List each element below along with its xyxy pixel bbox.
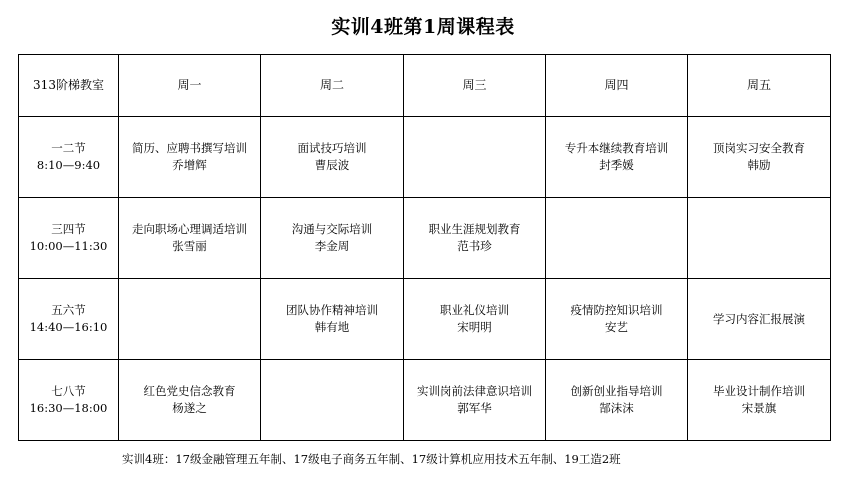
course-name: 顶岗实习安全教育 [713, 141, 805, 155]
day-header-wed: 周三 [404, 55, 546, 117]
course-cell [404, 279, 546, 360]
teacher-name: 李金周 [314, 239, 350, 253]
room-label: 313阶梯教室 [19, 55, 119, 117]
teacher-name: 韩励 [747, 158, 771, 172]
course-name: 沟通与交际培训 [291, 222, 373, 236]
teacher-name: 宋景旗 [741, 401, 777, 415]
course-cell [546, 198, 688, 279]
teacher-name: 封季媛 [599, 158, 634, 172]
period-time: 8:10—9:40 [36, 158, 101, 172]
course-cell [688, 198, 831, 279]
course-name: 团队协作精神培训 [286, 303, 378, 317]
period-label: 一二节 [51, 141, 86, 155]
period-time: 10:00—11:30 [29, 239, 108, 253]
course-cell [688, 117, 831, 198]
course-cell [546, 279, 688, 360]
teacher-name: 张雪丽 [172, 239, 207, 253]
course-cell [119, 117, 261, 198]
period-time: 16:30—18:00 [29, 401, 108, 415]
course-name: 学习内容汇报展演 [713, 311, 805, 326]
course-name: 实训岗前法律意识培训 [417, 384, 532, 398]
course-cell [546, 360, 688, 441]
course-name: 面试技巧培训 [297, 141, 367, 155]
teacher-name: 杨遂之 [172, 401, 207, 415]
course-cell [261, 279, 404, 360]
course-name: 创新创业指导培训 [570, 384, 663, 398]
course-cell [261, 360, 404, 441]
course-cell [404, 360, 546, 441]
period-label: 三四节 [51, 222, 86, 236]
course-cell [404, 198, 546, 279]
day-header-mon: 周一 [119, 55, 261, 117]
day-header-tue: 周二 [261, 55, 404, 117]
course-name: 走向职场心理调适培训 [132, 222, 247, 236]
period-time: 14:40—16:10 [29, 320, 108, 334]
teacher-name: 曹辰波 [314, 158, 350, 172]
course-name: 职业礼仪培训 [440, 303, 509, 317]
teacher-name: 郭军华 [457, 401, 492, 415]
course-cell [261, 198, 404, 279]
course-name: 职业生涯规划教育 [428, 222, 521, 236]
period-label: 七八节 [51, 384, 86, 398]
course-name: 专升本继续教育培训 [564, 141, 669, 155]
day-header-fri: 周五 [688, 55, 831, 117]
schedule-table [18, 54, 831, 441]
course-cell [261, 117, 404, 198]
period-row [19, 117, 831, 198]
teacher-name: 郜沫沫 [599, 401, 634, 415]
period-cell [19, 198, 119, 279]
period-row [19, 198, 831, 279]
day-header-thu: 周四 [546, 55, 688, 117]
course-name: 简历、应聘书撰写培训 [132, 141, 247, 155]
class-note: 实训4班：17级金融管理五年制、17级电子商务五年制、17级计算机应用技术五年制、19工造2班 [122, 452, 621, 466]
period-cell [19, 279, 119, 360]
teacher-name: 韩有地 [314, 320, 350, 334]
period-label: 五六节 [51, 303, 86, 317]
course-name: 毕业设计制作培训 [713, 384, 805, 398]
period-row [19, 279, 831, 360]
course-cell [404, 117, 546, 198]
teacher-name: 安艺 [605, 320, 628, 334]
period-cell [19, 117, 119, 198]
header-row [19, 55, 831, 117]
teacher-name: 乔增辉 [172, 158, 207, 172]
course-name: 疫情防控知识培训 [570, 303, 663, 317]
teacher-name: 宋明明 [457, 320, 492, 334]
course-cell [688, 360, 831, 441]
page-title: 实训4班第1周课程表 [331, 16, 515, 38]
teacher-name: 范书珍 [457, 239, 492, 253]
course-cell [119, 360, 261, 441]
course-cell [688, 279, 831, 360]
period-row [19, 360, 831, 441]
course-name: 红色党史信念教育 [143, 384, 236, 398]
course-cell [119, 198, 261, 279]
course-cell [119, 279, 261, 360]
period-cell [19, 360, 119, 441]
course-cell [546, 117, 688, 198]
